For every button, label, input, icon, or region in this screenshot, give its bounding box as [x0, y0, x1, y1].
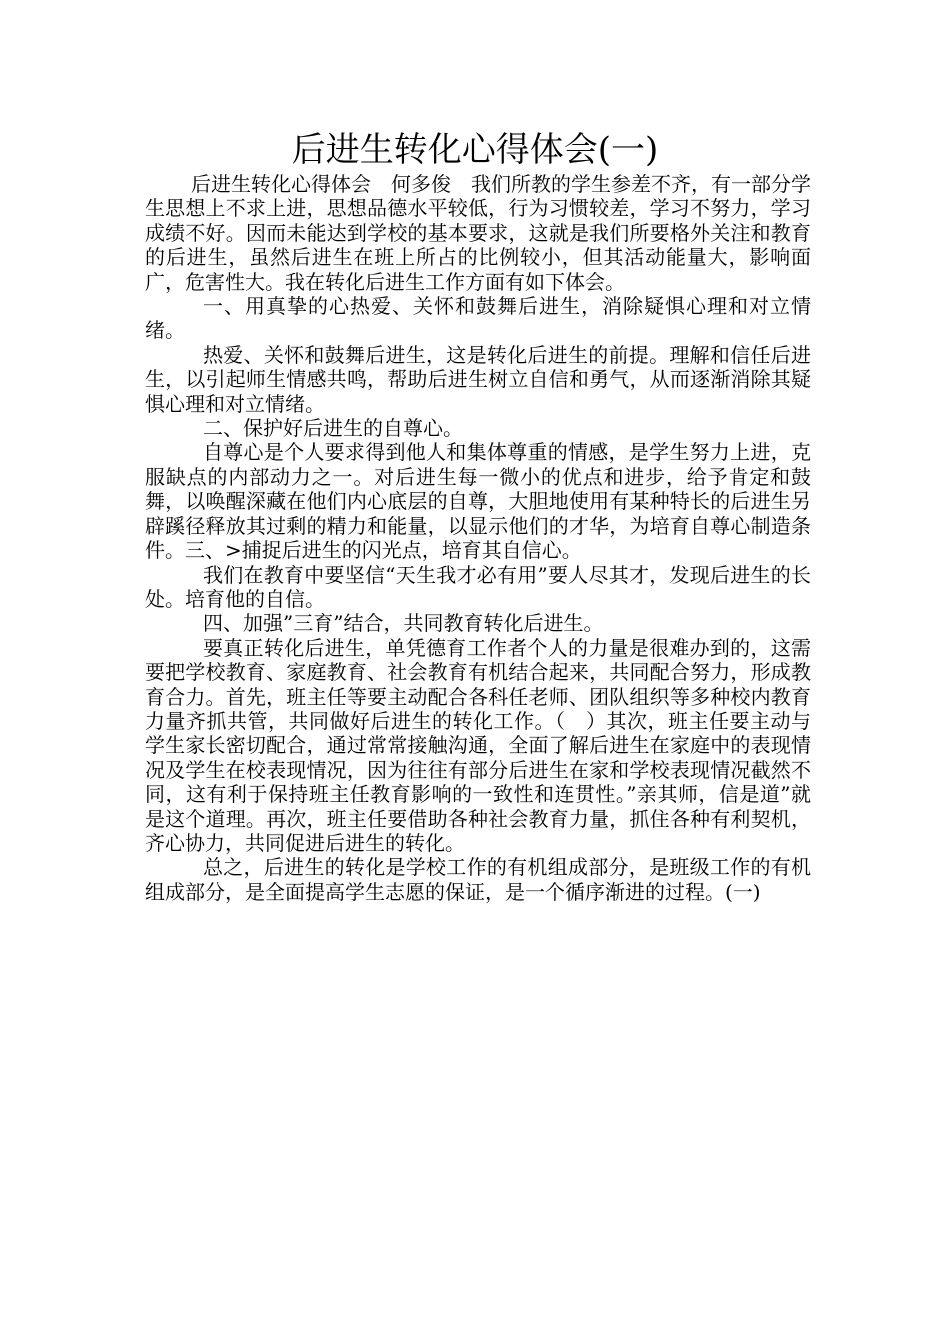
heading-section-4: 四、加强”三育”结合，共同教育转化后进生。 — [203, 611, 604, 636]
paragraph-section-4: 要真正转化后进生，单凭德育工作者个人的力量是很难办到的，这需要把学校教育、家庭教育、社会教育有机结合起来，共同配合努力，形成教育合力。首先，班主任等要主动配合各科任老师、团队组织等多种校内教育力量齐抓共管，共同做好后进生的转化工作。（ ）其次，班主任要主动与学生家长密切配合，通过常常接触沟通，全面了解后进生在家庭中的表现情况及学生在校表现情况，因为往往有部分后进生在家和学校表现情况截然不同，这有利于保持班主任教育影响的一致性和连贯性。”亲其师，信是道”就是这个道理。再次，班主任要借助各种社会教育力量，抓住各种有利契机，齐心协力，共同促进后进生的转化。 — [145, 635, 811, 855]
paragraph-section-3: 我们在教育中要坚信“天生我才必有用”要人尽其才，发现后进生的长处。培育他的自信。 — [145, 562, 811, 611]
document-title: 后进生转化心得体会(一) — [291, 130, 659, 170]
heading-section-2: 二、保护好后进生的自尊心。 — [203, 416, 463, 441]
heading-section-1: 一、用真挚的心热爱、关怀和鼓舞后进生，消除疑惧心理和对立情绪。 — [145, 294, 811, 343]
document-body — [145, 172, 811, 904]
paragraph-intro: 后进生转化心得体会 何多俊 我们所教的学生参差不齐，有一部分学生思想上不求上进，思想品德水平较低，行为习惯较差，学习不努力，学习成绩不好。因而未能达到学校的基本要求，这就是我们所要格外关注和教育的后进生，虽然后进生在班上所占的比例较小，但其活动能量大，影响面广，危害性大。我在转化后进生工作方面有如下体会。 — [145, 172, 811, 294]
paragraph-section-1: 热爱、关怀和鼓舞后进生，这是转化后进生的前提。理解和信任后进生，以引起师生情感共鸣，帮助后进生树立自信和勇气，从而逐渐消除其疑惧心理和对立情绪。 — [145, 342, 811, 416]
paragraph-conclusion: 总之，后进生的转化是学校工作的有机组成部分，是班级工作的有机组成部分，是全面提高学生志愿的保证，是一个循序渐进的过程。(一) — [145, 855, 811, 904]
paragraph-section-2: 自尊心是个人要求得到他人和集体尊重的情感，是学生努力上进，克服缺点的内部动力之一。对后进生每一微小的优点和进步，给予肯定和鼓舞，以唤醒深藏在他们内心底层的自尊，大胆地使用有某种特长的后进生另辟蹊径释放其过剩的精力和能量，以显示他们的才华，为培育自尊心制造条件。三、>捕捉后进生的闪光点，培育其自信心。 — [145, 440, 811, 563]
